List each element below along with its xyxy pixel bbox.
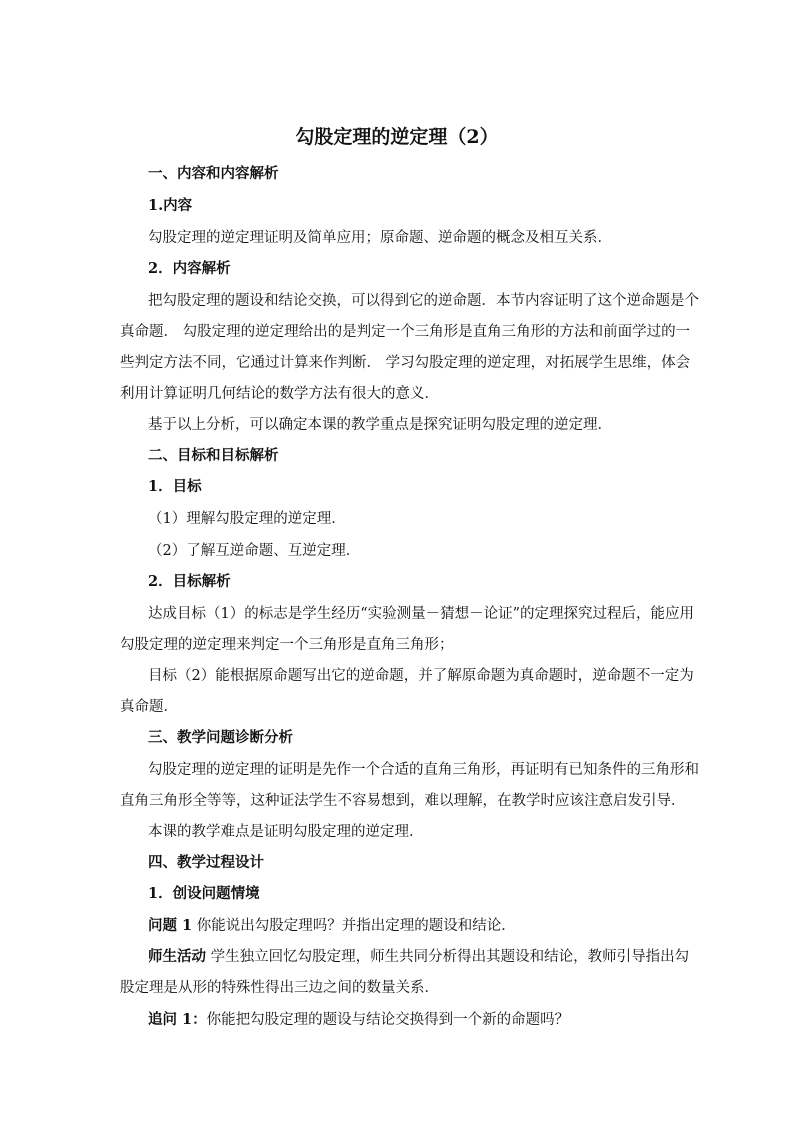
activity-line1 bbox=[148, 947, 690, 967]
subheading-scenario: 1．创设问题情境 bbox=[148, 885, 260, 902]
goal-item-2: （2）了解互逆命题、互逆定理． bbox=[148, 543, 361, 559]
activity-text-line1: 学生独立回忆勾股定理，师生共同分析得出其题设和结论，教师引导指出勾 bbox=[206, 949, 690, 965]
subheading-goal-analysis: 2．目标解析 bbox=[148, 573, 231, 590]
paragraph-content: 勾股定理的逆定理证明及简单应用；原命题、逆命题的概念及相互关系． bbox=[148, 230, 612, 246]
follow-up-1 bbox=[148, 1010, 680, 1030]
activity-label: 师生活动 bbox=[148, 948, 206, 965]
diagnosis-p1-line1: 勾股定理的逆定理的证明是先作一个合适的直角三角形，再证明有已知条件的三角形和 bbox=[148, 762, 699, 778]
paragraph-analysis-line3: 些判定方法不同，它通过计算来作判断． 学习勾股定理的逆定理，对拓展学生思维，体会 bbox=[120, 355, 691, 371]
diagnosis-p1-line2: 直角三角形全等等，这种证法学生不容易想到，难以理解，在教学时应该注意启发引导． bbox=[120, 793, 686, 809]
subheading-goals: 1．目标 bbox=[148, 478, 202, 495]
paragraph-analysis-line1: 把勾股定理的题设和结论交换，可以得到它的逆命题．本节内容证明了这个逆命题是个 bbox=[148, 293, 699, 309]
question-1-text: 你能说出勾股定理吗？并指出定理的题设和结论． bbox=[192, 918, 516, 934]
section-heading-content: 一、内容和内容解析 bbox=[148, 165, 279, 182]
question-1 bbox=[148, 916, 680, 936]
follow-up-1-label: 追问 1： bbox=[148, 1011, 207, 1028]
subheading-content-analysis: 2．内容解析 bbox=[148, 260, 231, 277]
diagnosis-difficulty: 本课的教学难点是证明勾股定理的逆定理． bbox=[148, 824, 424, 840]
paragraph-analysis-line4: 利用计算证明几何结论的数学方法有很大的意义． bbox=[120, 386, 439, 402]
goal-analysis-p1-line2: 勾股定理的逆定理来判定一个三角形是直角三角形； bbox=[120, 637, 454, 653]
activity-line2: 股定理是从形的特殊性得出三边之间的数量关系． bbox=[120, 980, 439, 996]
section-heading-process: 四、教学过程设计 bbox=[148, 854, 264, 871]
question-1-label: 问题 1 bbox=[148, 917, 193, 934]
document-title: 勾股定理的逆定理（2） bbox=[295, 126, 499, 148]
section-heading-diagnosis: 三、教学问题诊断分析 bbox=[148, 729, 293, 746]
follow-up-1-text: 你能把勾股定理的题设与结论交换得到一个新的命题吗？ bbox=[206, 1012, 570, 1028]
goal-analysis-p2-line1: 目标（2）能根据原命题写出它的逆命题，并了解原命题为真命题时，逆命题不一定为 bbox=[148, 668, 694, 684]
subheading-content: 1.内容 bbox=[148, 197, 193, 214]
goal-item-1: （1）理解勾股定理的逆定理． bbox=[148, 511, 346, 527]
paragraph-key-point: 基于以上分析，可以确定本课的教学重点是探究证明勾股定理的逆定理． bbox=[148, 417, 612, 433]
paragraph-analysis-line2: 真命题． 勾股定理的逆定理给出的是判定一个三角形是直角三角形的方法和前面学过的一 bbox=[120, 324, 691, 340]
goal-analysis-p2-line2: 真命题． bbox=[120, 699, 178, 715]
goal-analysis-p1-line1: 达成目标（1）的标志是学生经历“实验测量－猜想－论证”的定理探究过程后，能应用 bbox=[148, 606, 695, 622]
section-heading-goals: 二、目标和目标解析 bbox=[148, 447, 279, 464]
